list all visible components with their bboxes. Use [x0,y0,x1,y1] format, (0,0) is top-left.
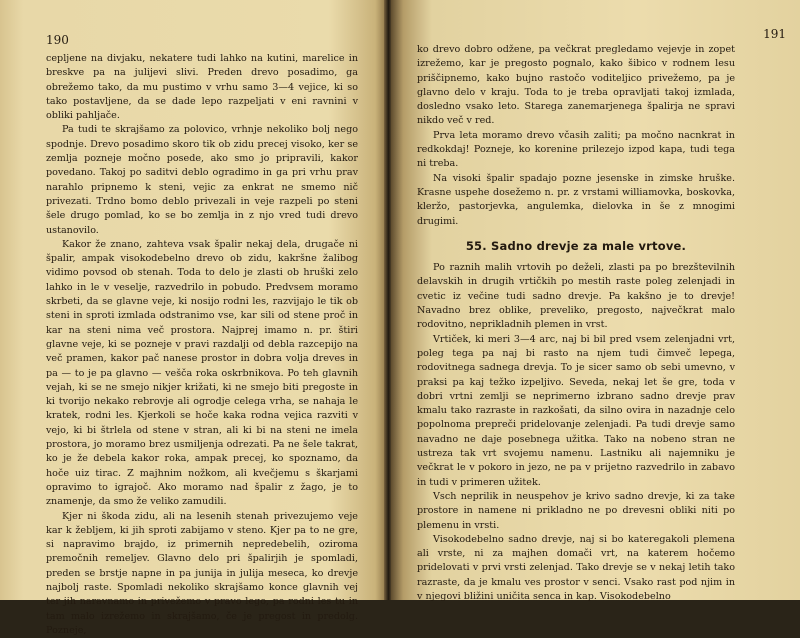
paragraph: Visokodebelno sadno drevje, naj si bo kateregakoli plemena ali vrste, ni za majhen domači vrt, na katerem hočemo pridelovati v prvi vrsti zelenjad. Tako drevje se v nekaj letih tako razraste, da je kmalu ves prostor v senci. Vsako rast pod njim in v njegovi bližini uničita senca in kap. Visokodebelno [417,533,735,604]
paragraph: cepljene na divjaku, nekatere tudi lahko na kutini, marelice in breskve pa na julijevi slivi. Preden drevo posadimo, ga obrežemo tako, da mu pustimo v vrhu samo 3—4 vejice, ki so tako postavljene, da se dade lepo razpeljati v eni ravnini v obliki pahljače. [46,52,358,123]
paragraph: Vsch neprilik in neuspehov je krivo sadno drevje, ki za take prostore in namene ni prikladno ne po drevesni obliki niti po plemenu in vrsti. [417,490,735,533]
section-heading: 55. Sadno drevje za male vrtove. [417,239,735,253]
paragraph: Pa tudi te skrajšamo za polovico, vrhnje nekoliko bolj nego spodnje. Drevo posadimo skoro tik ob zidu precej visoko, ker se zemlja pozneje močno posede, ako smo jo pripravili, kakor povedano. Takoj po saditvi deblo ogradimo in ga pri vrhu prav narahlo pripnemo k steni, vejic za enkrat ne smemo nič privezati. Trdno bomo deblo privezali in veje razpeli po steni šele drugo pomlad, ko se bo zemlja in z njo vred tudi drevo ustanovilo. [46,123,358,237]
paragraph: Po raznih malih vrtovih po deželi, zlasti pa po brezštevilnih delavskih in drugih vrtičkih po mestih raste poleg zelenjadi in cvetic iz večine tudi sadno drevje. Pa kakšno je to drevje! Navadno brez oblike, preveliko, pregosto, največkrat malo rodovitno, neprikladnih plemen in vrst. [417,261,735,332]
right-page-number: 191 [763,27,786,41]
left-page-number: 190 [46,33,69,47]
paragraph: Na visoki špalir spadajo pozne jesenske in zimske hruške. Krasne uspehe dosežemo n. pr. z vrstami williamovka, boskovka, kleržo, pastorjevka, angulemka, dielovka in še z mnogimi drugimi. [417,172,735,229]
paragraph: ko drevo dobro odžene, pa večkrat pregledamo vejevje in zopet izrežemo, kar je pregosto pognalo, kako šibico v rodnem lesu priščipnemo, kako bujno rastočo voditeljico privežemo, pa je glavno delo v kraju. Toda to je treba opravljati takoj izmlada, dosledno vsako leto. Starega zanemarjenega špalirja ne spravi nikdo več v red. [417,43,735,129]
paragraph: Prva leta moramo drevo včasih zaliti; pa močno nacnkrat in redkokdaj! Pozneje, ko korenine prilezejo izpod kapa, tudi tega ni treba. [417,129,735,172]
left-page [0,0,387,600]
paragraph: Kakor že znano, zahteva vsak špalir nekaj dela, drugače ni špalir, ampak visokodebelno drevo ob zidu, kakršne žalibog vidimo povsod ob stenah. Toda to delo je zlasti ob hruški zelo lahko in le v veselje, razvedrilo in pobudo. Predvsem moramo skrbeti, da se glavne veje, ki nosijo rodni les, razvijajo le tik ob steni in sproti izmlada odstranimo vse, kar sili od stene proč in kar na steni nima več prostora. Najprej imamo n. pr. štiri glavne veje, ki se pozneje v pravi razdalji od debla razcepijo na več pramen, kakor pač nanese prostor in dobra volja dreves in pa — to je pa glavno — vešča roka oskrbnikova. Po teh glavnih vejah, ki se ne smejo nikjer križati, ki ne smejo biti pregoste in ki tvorijo nekako rebrovje ali ogrodje celega vrha, se nahaja le kratek, rodni les. Kjerkoli se hoče kaka rodna vejica razviti v vejo, ki bi štrlela od stene v stran, ali ki bi na steni ne imela prostora, jo moramo brez usmiljenja odrezati. Pa ne šele takrat, ko je že debela kakor roka, ampak precej, ko spoznamo, da hoče uiz tirac. Z majhnim nožkom, ali kvečjemu s škarjami opravimo to igrajoč. Ako moramo nad špalir z žago, je to znamenje, da smo že veliko zamudili. [46,238,358,510]
paragraph: Kjer ni škoda zidu, ali na lesenih stenah privezujemo veje kar k žebljem, ki jih sproti zabijamo v steno. Kjer pa to ne gre, si napravimo brajdo, iz primernih nepredebelih, oziroma premočnih remeljev. Glavno delo pri špalirjih je spomladi, preden se brstje napne in pa junija in julija meseca, ko drevje najbolj raste. Spomladi nekoliko skrajšamo konce glavnih vej ter jih naravnamo in privežemo v pravo lego, pa rodni les tu in tam malo izrežemo in skrajšamo, če je pregost in predolg. Pozneje, [46,510,358,638]
paragraph: Vrtiček, ki meri 3—4 arc, naj bi bil pred vsem zelenjadni vrt, poleg tega pa naj bi rasto na njem tudi čimveč lepega, rodovitnega sadnega drevja. To je sicer samo ob sebi umevno, v praksi pa kaj težko izpeljivo. Seveda, nekaj let še gre, toda v dobri vrtni zemlji se neprimerno izbrano sadno drevje prav kmalu tako razraste in razkošati, da silno ovira in nazadnje celo popolnoma prepreči pridelovanje zelenjadi. Pa tudi drevje samo navadno ne daje posebnega užitka. Tako na nobeno stran ne ustreza tak vrt svojemu namenu. Lastniku ali najemniku je večkrat le v pokoro in jezo, ne pa v prijetno razvedrilo in zabavo in tudi v primeren užitek. [417,333,735,490]
right-page-text [417,43,735,604]
right-page [391,0,800,600]
left-page-text [46,52,358,638]
